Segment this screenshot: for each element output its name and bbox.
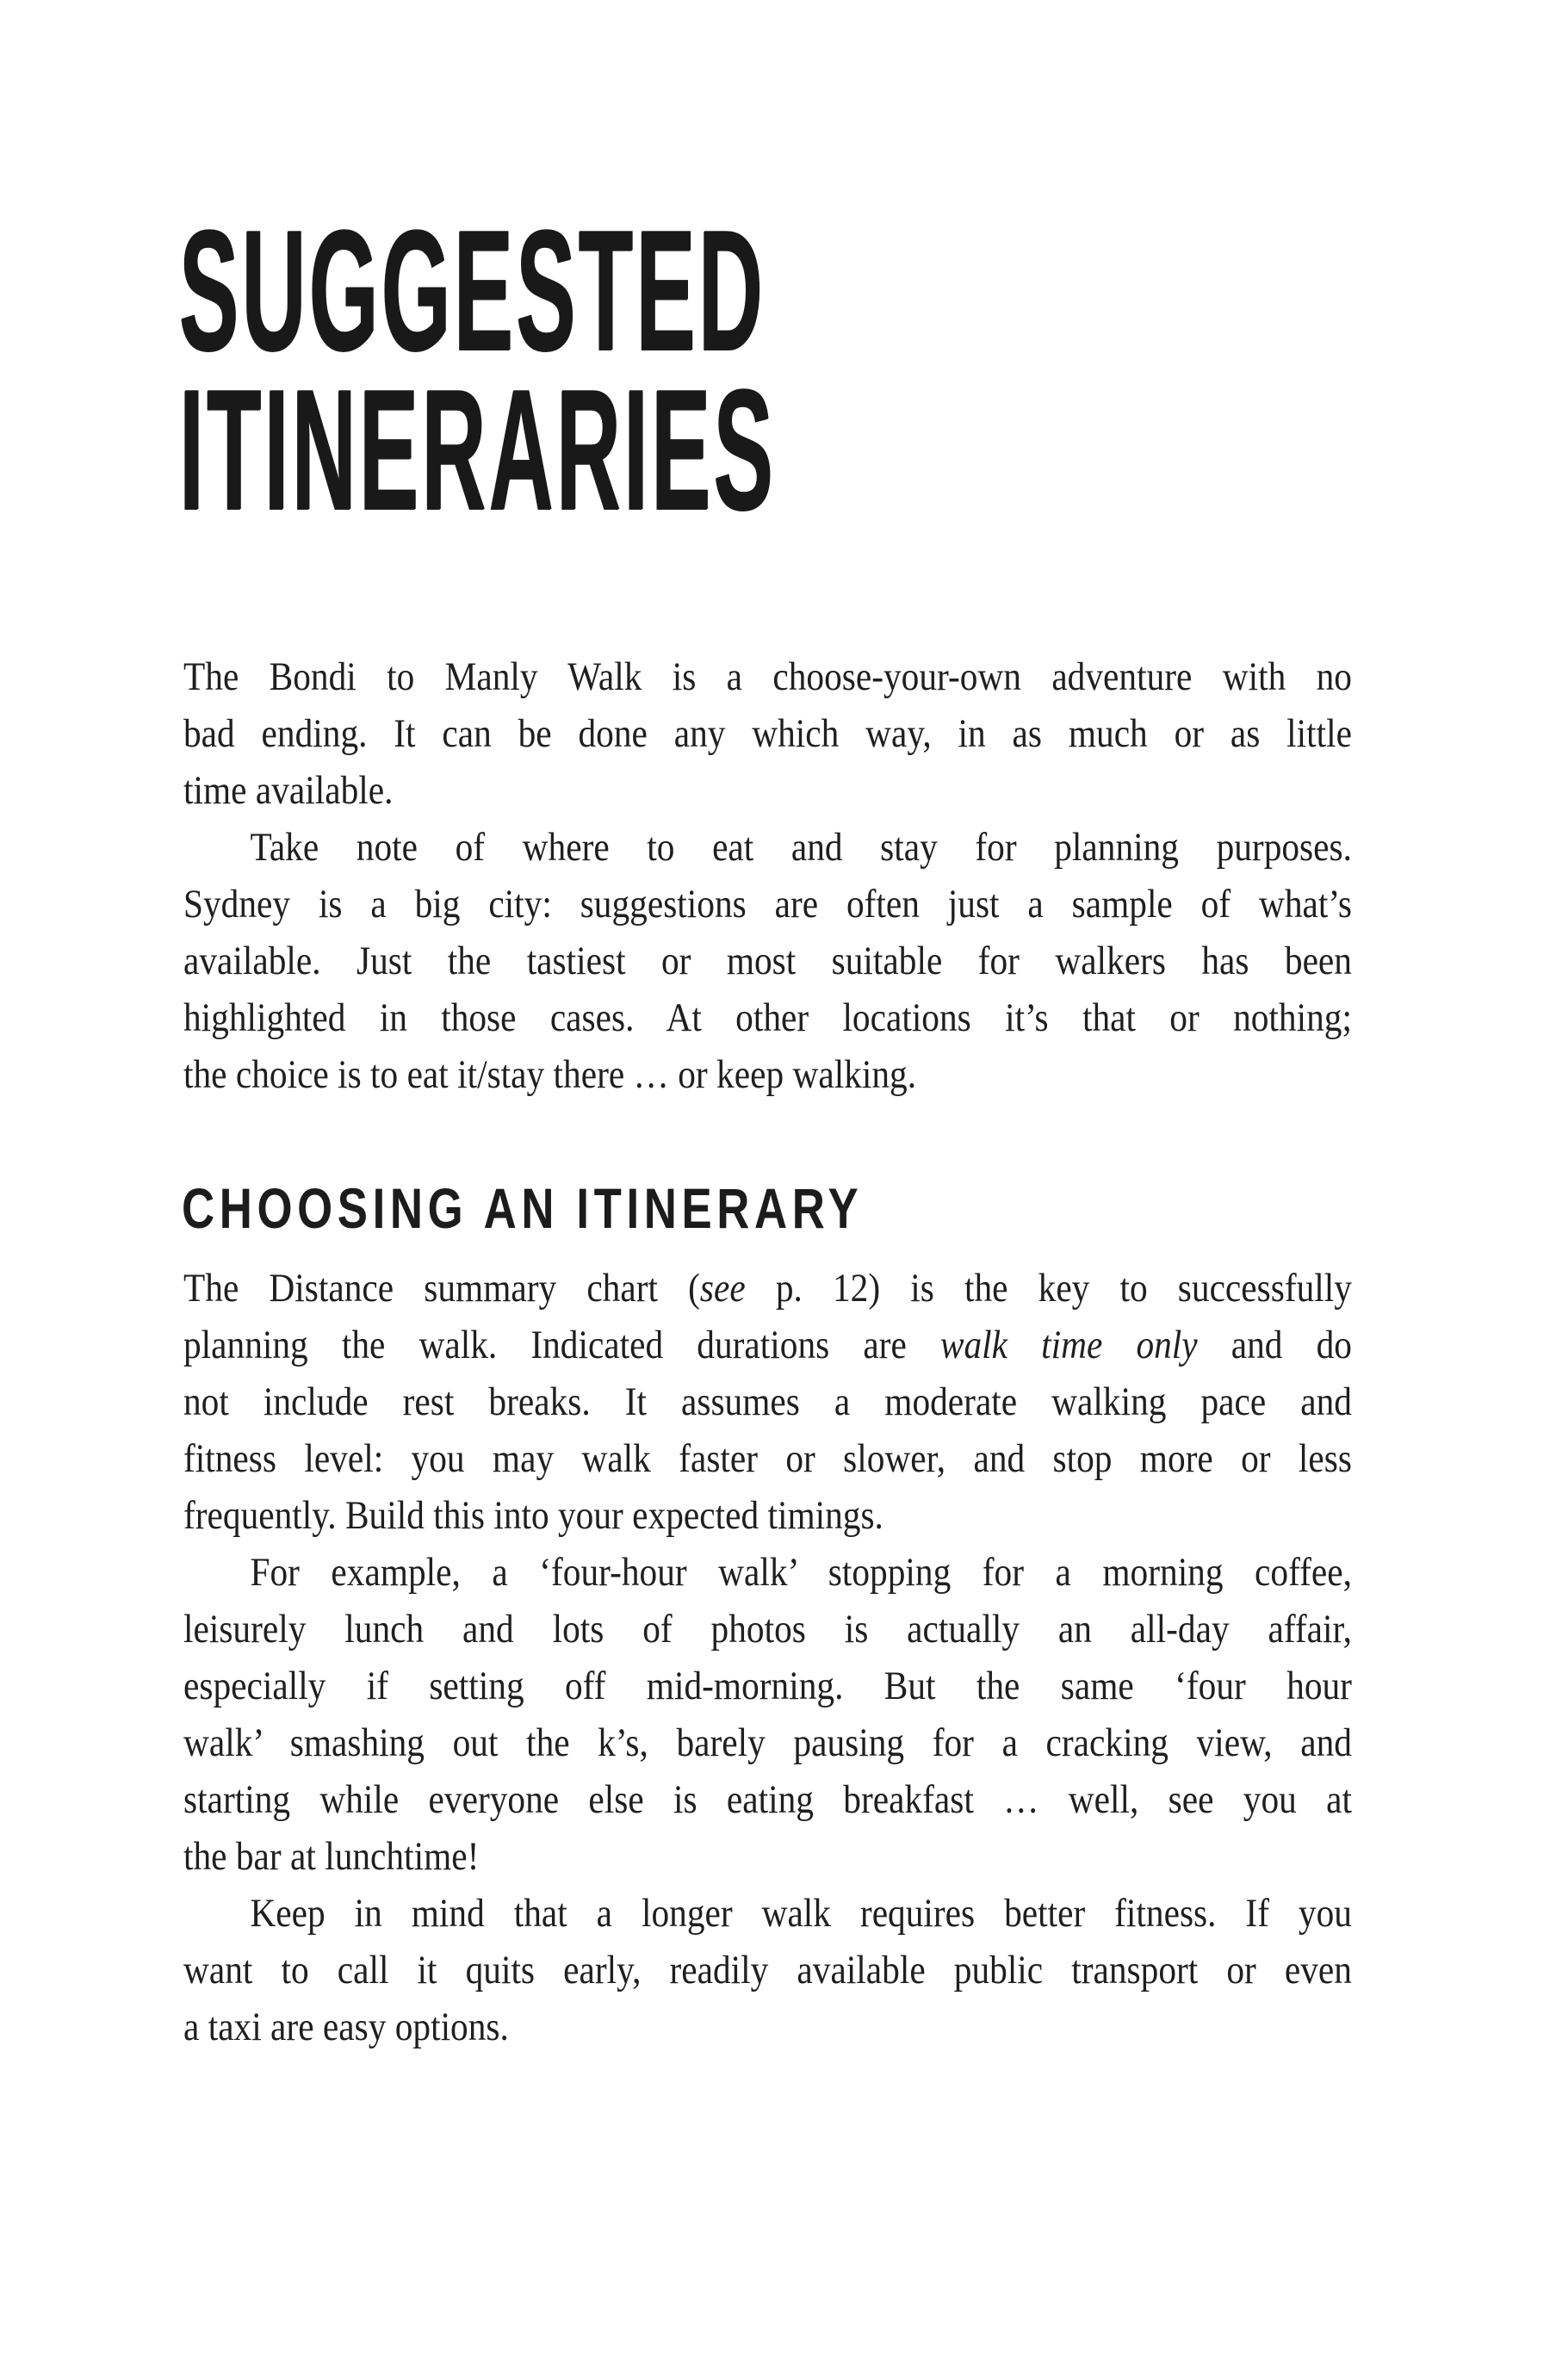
text-line [183,1430,1352,1487]
text-segment: not include rest breaks. It assumes a moderate walking pace and [183,1379,1352,1424]
intro-text-block [183,648,1352,1103]
section-text-block [183,1260,1352,2055]
text-line [183,648,1352,705]
text-segment: starting while everyone else is eating breakfast … well, see you at [183,1777,1352,1822]
paragraph [183,1885,1352,2055]
text-segment: walk’ smashing out the k’s, barely pausing for a cracking view, and [183,1720,1352,1765]
text-segment: the bar at lunchtime! [183,1834,480,1879]
text-line [183,705,1352,762]
text-line [183,1046,1352,1103]
text-line [183,1885,1352,1942]
text-segment: a taxi are easy options. [183,2005,509,2049]
text-segment: Sydney is a big city: suggestions are often just a sample of what’s [183,882,1352,927]
page-title-line-2: ITINERARIES [179,354,777,546]
section-heading: CHOOSING AN ITINERARY [182,1176,864,1240]
paragraph [183,819,1352,1103]
text-line [183,1771,1352,1828]
text-line [183,933,1352,989]
text-line [183,989,1352,1046]
text-line [183,876,1352,933]
text-line [183,1942,1352,1999]
text-line [183,1999,1352,2055]
text-line [183,1260,1352,1317]
text-segment: The Distance summary chart ( [183,1266,700,1311]
text-segment: Take note of where to eat and stay for planning purposes. [250,825,1352,870]
text-line [183,1373,1352,1430]
text-line [183,1487,1352,1544]
paragraph [183,648,1352,819]
text-segment: and do [1197,1323,1352,1367]
text-line [183,1658,1352,1714]
text-line [183,762,1352,819]
text-segment: want to call it quits early, readily available public transport or even [183,1948,1352,1993]
text-segment: highlighted in those cases. At other locations it’s that or nothing; [183,995,1352,1040]
text-line [183,1828,1352,1885]
text-line [183,1601,1352,1658]
text-segment: leisurely lunch and lots of photos is actually an all-day affair, [183,1607,1352,1652]
text-segment: fitness level: you may walk faster or slower, and stop more or less [183,1436,1352,1481]
text-segment: time available. [183,768,394,813]
text-segment: p. 12) is the key to successfully [745,1266,1352,1311]
text-line [183,819,1352,876]
text-segment: especially if setting off mid-morning. But the same ‘four hour [183,1664,1352,1708]
paragraph [183,1260,1352,1544]
text-segment: For example, a ‘four-hour walk’ stopping for a morning coffee, [250,1550,1352,1595]
text-segment: bad ending. It can be done any which way, in as much or as little [183,711,1352,756]
page-title-line-1: SUGGESTED [179,195,766,387]
italic-text: see [699,1266,746,1311]
paragraph [183,1544,1352,1885]
text-segment: planning the walk. Indicated durations are [183,1323,940,1367]
text-line [183,1544,1352,1601]
italic-text: walk time only [939,1323,1198,1367]
text-segment: available. Just the tastiest or most suitable for walkers has been [183,939,1352,983]
text-line [183,1317,1352,1373]
text-segment: the choice is to eat it/stay there … or keep walking. [183,1052,917,1097]
page-title [179,195,777,546]
text-segment: Keep in mind that a longer walk requires better fitness. If you [250,1891,1352,1936]
text-segment: frequently. Build this into your expected timings. [183,1493,883,1538]
text-segment: The Bondi to Manly Walk is a choose-your-own adventure with no [183,654,1352,699]
text-line [183,1714,1352,1771]
